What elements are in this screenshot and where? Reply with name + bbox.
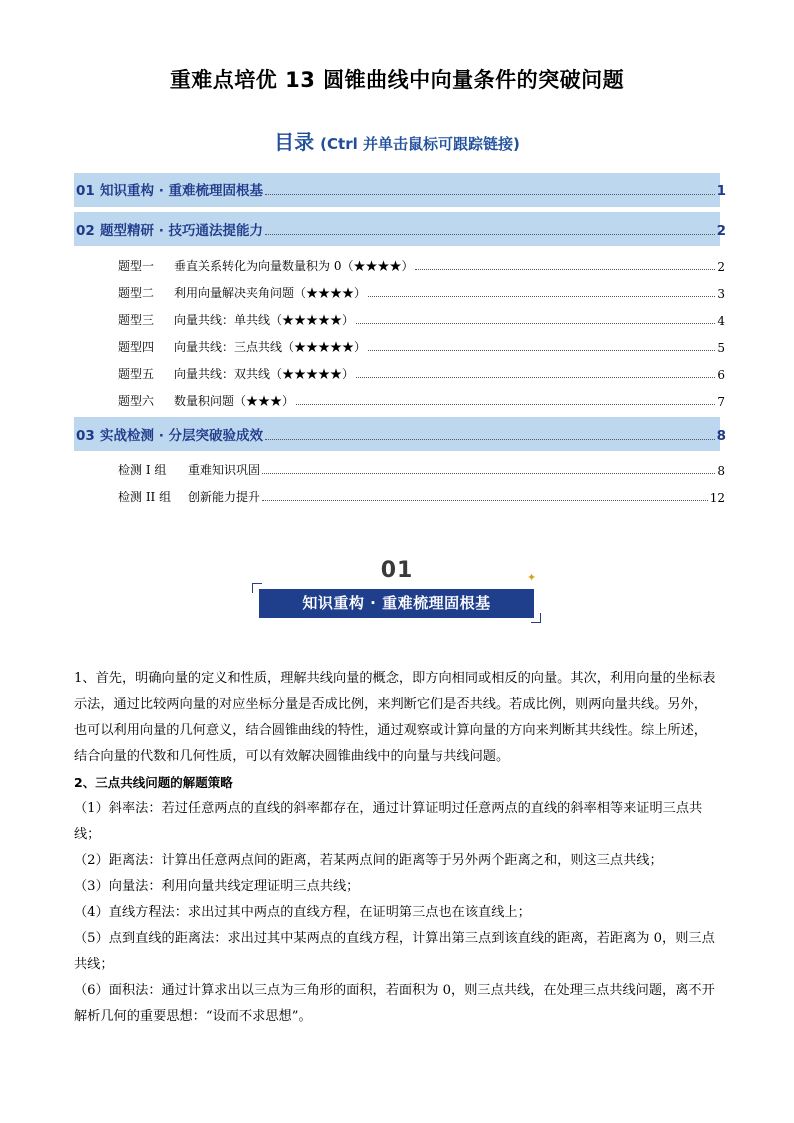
toc-section-title: 知识重构 · 重难梳理固根基 <box>100 183 264 199</box>
paragraph-1: 1、首先，明确向量的定义和性质，理解共线向量的概念，即方向相同或相反的向量。其次，利用向量的坐标表示法，通过比较两向量的对应坐标分量是否成比例，来判断它们是否共线。若成比例，则两向量共线。另外，也可以利用向量的几何意义，结合圆锥曲线的特性，通过观察或计算向量的方向来判断其共线性。综上所述，结合向量的代数和几何性质，可以有效解决圆锥曲线中的向量与共线问题。 <box>74 671 716 764</box>
toc-entry-type: 题型六 <box>118 394 155 408</box>
toc-entry-text: 利用向量解决夹角问题（★★★★） <box>174 286 367 300</box>
toc-entry-type: 题型五 <box>118 367 155 381</box>
toc-link-test-1[interactable] <box>118 461 725 478</box>
toc-page-number: 5 <box>717 341 725 355</box>
toc-link-type-6[interactable] <box>118 392 725 409</box>
toc-heading-sub: (Ctrl 并单击鼠标可跟踪链接) <box>320 135 520 153</box>
toc-page-number: 6 <box>717 368 725 382</box>
toc-link-type-1[interactable] <box>118 257 725 274</box>
toc-page-number: 1 <box>716 183 726 199</box>
toc-page-number: 8 <box>716 428 726 444</box>
toc-entry-label <box>118 311 354 328</box>
toc-entry-text: 重难知识巩固 <box>188 463 261 477</box>
toc-heading-main: 目录 <box>274 130 315 154</box>
toc-leader-dots <box>262 473 715 474</box>
toc-section-number: 02 <box>76 223 95 239</box>
strategy-item-6: （6）面积法：通过计算求出以三点为三角形的面积，若面积为 0，则三点共线，在处理三点共线问题，离不开解析几何的重要思想：“设而不求思想”。 <box>74 983 715 1024</box>
toc-page-number: 2 <box>717 260 725 274</box>
toc-section-title: 题型精研 · 技巧通法提能力 <box>100 223 264 239</box>
document-title: 重难点培优 13 圆锥曲线中向量条件的突破问题 <box>169 68 625 92</box>
toc-link-type-2[interactable] <box>118 284 725 301</box>
toc-section-label <box>76 424 263 444</box>
toc-link-type-5[interactable] <box>118 365 725 382</box>
toc-heading <box>0 126 794 155</box>
four-point-star-icon: ✦ <box>527 571 537 584</box>
toc-leader-dots <box>265 439 715 440</box>
toc-section-number: 01 <box>76 183 95 199</box>
toc-leader-dots <box>265 234 715 235</box>
toc-entry-label <box>118 488 260 505</box>
toc-entry-type: 题型四 <box>118 340 155 354</box>
toc-entry-text: 向量共线：双共线（★★★★★） <box>174 367 355 381</box>
toc-entry-type: 检测 II 组 <box>118 490 172 504</box>
toc-section-title: 实战检测 · 分层突破验成效 <box>100 428 264 444</box>
toc-link-type-4[interactable] <box>118 338 725 355</box>
toc-page-number: 4 <box>717 314 725 328</box>
strategy-item-3: （3）向量法：利用向量共线定理证明三点共线； <box>74 879 360 894</box>
toc-link-section-02[interactable] <box>76 219 726 239</box>
toc-section-label <box>76 219 263 239</box>
toc-section-number: 03 <box>76 428 95 444</box>
toc-link-section-03[interactable] <box>76 424 726 444</box>
toc-page-number: 2 <box>716 223 726 239</box>
toc-leader-dots <box>356 323 715 324</box>
section-number: 01 <box>380 558 414 583</box>
toc-leader-dots <box>262 500 708 501</box>
toc-entry-text: 向量共线：三点共线（★★★★★） <box>174 340 367 354</box>
strategy-item-1: （1）斜率法：若过任意两点的直线的斜率都存在，通过计算证明过任意两点的直线的斜率相等来证明三点共线； <box>74 801 703 842</box>
toc-leader-dots <box>356 377 715 378</box>
toc-entry-label <box>118 365 354 382</box>
toc-entry-text: 数量积问题（★★★） <box>174 394 295 408</box>
toc-leader-dots <box>368 350 715 351</box>
toc-leader-dots <box>296 404 715 405</box>
strategy-item-4: （4）直线方程法：求出过其中两点的直线方程，在证明第三点也在该直线上； <box>74 905 531 920</box>
toc-entry-type: 题型二 <box>118 286 155 300</box>
toc-leader-dots <box>415 269 715 270</box>
toc-page-number: 7 <box>717 395 725 409</box>
toc-leader-dots <box>368 296 715 297</box>
toc-link-section-01[interactable] <box>76 179 726 199</box>
toc-entry-type: 题型三 <box>118 313 155 327</box>
toc-entry-type: 检测 I 组 <box>118 463 167 477</box>
toc-entry-text: 创新能力提升 <box>188 490 261 504</box>
toc-section-label <box>76 179 263 199</box>
toc-entry-label <box>118 392 294 409</box>
toc-page-number: 12 <box>709 491 725 505</box>
toc-entry-label <box>118 257 413 274</box>
section-content <box>74 666 720 1030</box>
toc-link-type-3[interactable] <box>118 311 725 328</box>
toc-entry-text: 垂直关系转化为向量数量积为 0（★★★★） <box>174 259 414 273</box>
toc-leader-dots <box>265 194 715 195</box>
toc-entry-type: 题型一 <box>118 259 155 273</box>
toc-entry-label <box>118 461 260 478</box>
toc-entry-label <box>118 284 366 301</box>
toc-entry-text: 向量共线：单共线（★★★★★） <box>174 313 355 327</box>
heading-strategy: 2、三点共线问题的解题策略 <box>74 775 233 790</box>
strategy-item-5: （5）点到直线的距离法：求出过其中某两点的直线方程，计算出第三点到该直线的距离，若距离为 0，则三点共线； <box>74 931 715 972</box>
toc-entry-label <box>118 338 366 355</box>
section-banner: 知识重构 · 重难梳理固根基 <box>259 589 534 618</box>
strategy-item-2: （2）距离法：计算出任意两点间的距离，若某两点间的距离等于另外两个距离之和，则这三点共线； <box>74 853 663 868</box>
toc-page-number: 8 <box>717 464 725 478</box>
toc-page-number: 3 <box>717 287 725 301</box>
toc-link-test-2[interactable] <box>118 488 725 505</box>
